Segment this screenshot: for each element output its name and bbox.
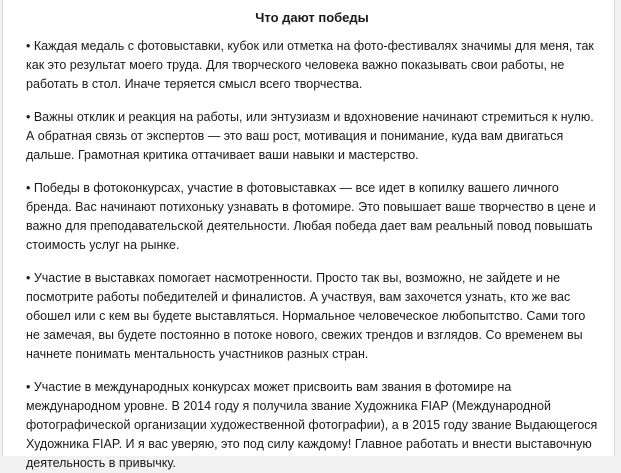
- paragraph-exhibitions: • Участие в выставках помогает насмотренности. Просто так вы, возможно, не зайдете и не посмотрите работы победителей и финалистов. А участвуя, вам захочется узнать, кто же вас обошел или с кем вы будете выставляться. Нормальное человеческое любопытство. Сами того не замечая, вы будете постоянно в потоке нового, свежих трендов и взглядов. Со временем вы начнете понимать ментальность участников разных стран.: [26, 271, 586, 361]
- paragraph-medals: • Каждая медаль с фотовыставки, кубок или отметка на фото-фестивалях значимы для меня, так как это результат моего труда. Для творческого человека важно показывать свои работы, не работать в стол. Иначе теряется смысл всего творчества.: [26, 39, 594, 91]
- document-page: [2, 0, 615, 470]
- paragraph-feedback: • Важны отклик и реакция на работы, или энтузиазм и вдохновение начинают стремиться к нулю. А обратная связь от экспертов — это ваш рост, мотивация и понимание, куда вам двигаться дальше. Грамотная критика оттачивает ваши навыки и мастерство.: [26, 110, 594, 162]
- paragraph-international-contests: • Участие в международных конкурсах может присвоить вам звания в фотомире на международном уровне. В 2014 году я получила звание Художника FIAP (Международной фотографической организации художественной фотографии), а в 2015 году звание Выдающегося Художника FIAP. И я вас уверяю, это под силу каждому! Главное работать и внести выставочную деятельность в привычку.: [26, 380, 598, 470]
- document-title: Что дают победы: [255, 10, 369, 25]
- paragraph-personal-brand: • Победы в фотоконкурсах, участие в фотовыставках — все идет в копилку вашего личного бренда. Вас начинают потихоньку узнавать в фотомире. Это повышает ваше творчество в цене и важно для преподавательской деятельности. Любая победа дает вам реальный повод повышать стоимость услуг на рынке.: [26, 181, 596, 252]
